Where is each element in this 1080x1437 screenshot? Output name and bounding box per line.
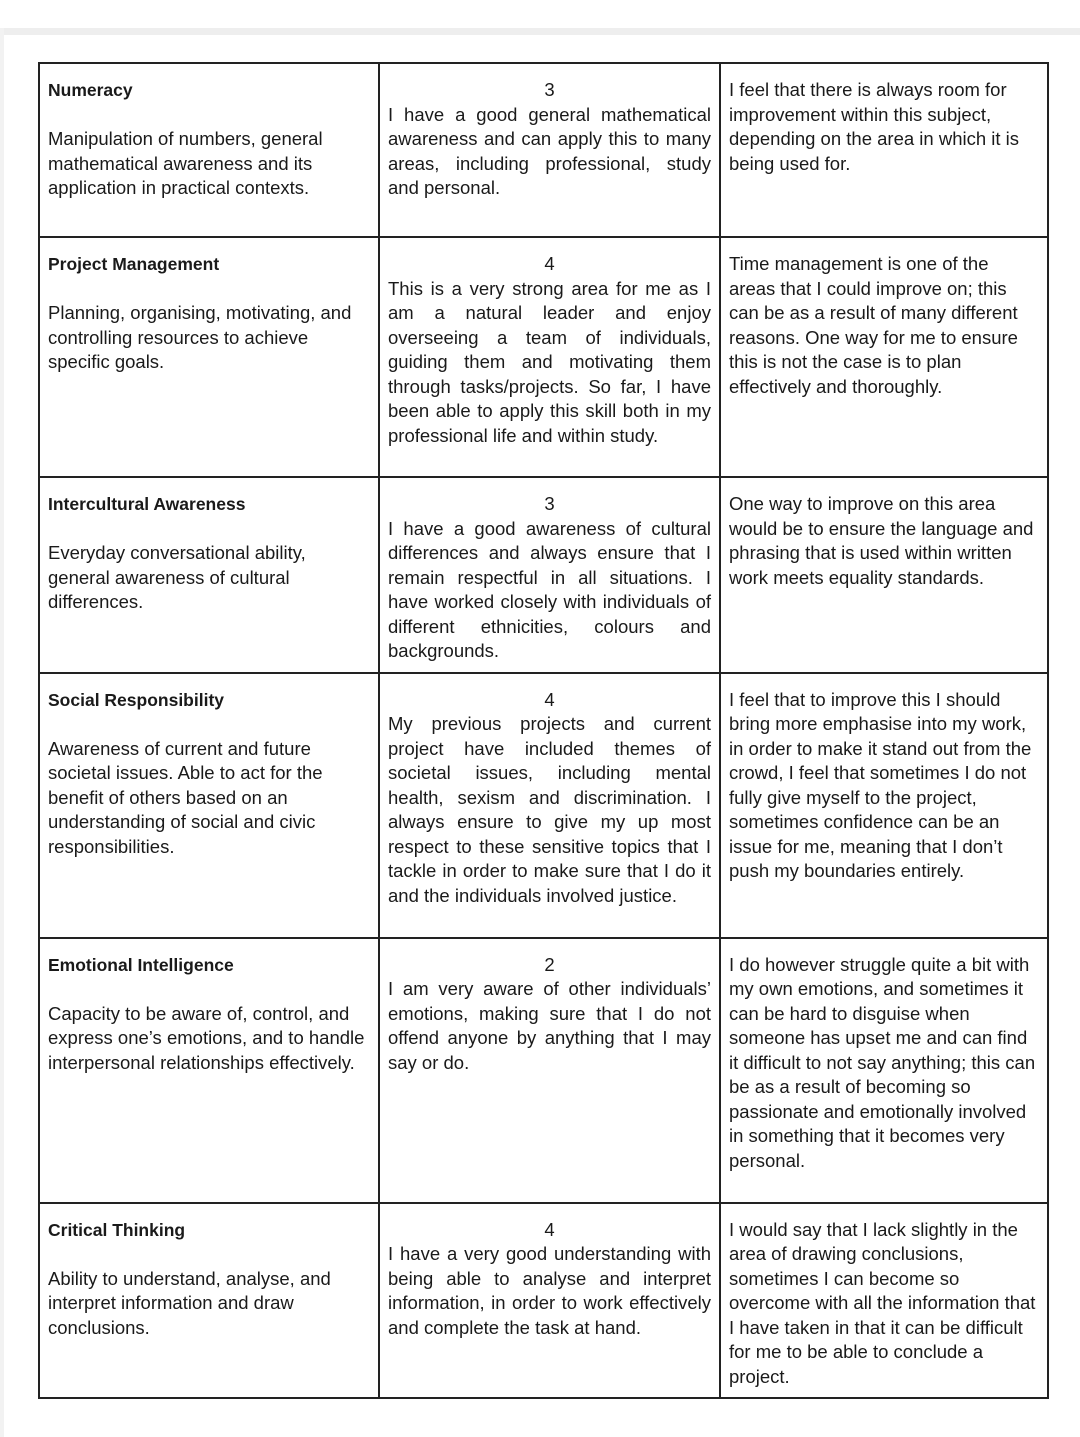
- improvement-text: One way to improve on this area would be to ensure the language and phrasing that is used within written work meets equality standards.: [729, 493, 1034, 588]
- skill-cell: [39, 673, 379, 938]
- skill-rating: 4: [544, 253, 555, 274]
- improvement-text: I do however struggle quite a bit with my own emotions, and sometimes it can be hard to disguise when someone has upset me and can find it difficult to not say anything; this can be as a result of becoming so passionate and emotionally involved in something that it becomes very personal.: [729, 953, 1036, 1171]
- evidence-cell: [379, 1203, 720, 1399]
- skill-name: Emotional Intelligence: [48, 954, 234, 975]
- improvement-text: I feel that to improve this I should bring more emphasise into my work, in order to make it stand out from the crowd, I feel that sometimes I do not fully give myself to the project, sometimes confidence can be an issue for me, meaning that I don’t push my boundaries entirely.: [729, 688, 1032, 881]
- skill-description: Capacity to be aware of, control, and express one’s emotions, and to handle interpersonal relationships effectively.: [48, 1002, 365, 1073]
- skill-cell: [39, 63, 379, 237]
- skill-rating: 2: [544, 953, 555, 975]
- top-band: [0, 0, 1080, 35]
- skill-cell: [39, 1203, 379, 1399]
- improvement-cell: [720, 1203, 1048, 1399]
- evidence-cell: [379, 938, 720, 1203]
- improvement-cell: [720, 477, 1048, 673]
- skill-rating: 4: [544, 688, 555, 710]
- evidence-text: This is a very strong area for me as I am a natural leader and enjoy overseeing a team of individuals, guiding them and motivating them through tasks/projects. So far, I have been able to apply this skill both in my professional life and within study.: [388, 277, 711, 446]
- evidence-text: I have a good awareness of cultural differences and always ensure that I remain respectful in all situations. I have worked closely with individuals of different ethnicities, colours and backgrounds.: [388, 517, 711, 661]
- evidence-text: I have a very good understanding with being able to analyse and interpret information, in order to work effectively and complete the task at hand.: [388, 1243, 711, 1338]
- table-row: [39, 477, 1048, 673]
- skill-name: Project Management: [48, 254, 220, 274]
- skill-cell: [39, 237, 379, 477]
- skill-description: Manipulation of numbers, general mathematical awareness and its application in practical contexts.: [48, 128, 323, 198]
- skill-name: Intercultural Awareness: [48, 494, 246, 514]
- improvement-text: I would say that I lack slightly in the area of drawing conclusions, sometimes I can become so overcome with all the information that I have taken in that it can be difficult for me to be able to conclude a project.: [729, 1218, 1036, 1387]
- table-row: [39, 1203, 1048, 1399]
- evidence-cell: [379, 477, 720, 673]
- skill-cell: [39, 477, 379, 673]
- table-row: [39, 938, 1048, 1203]
- evidence-cell: [379, 673, 720, 938]
- table-row: [39, 63, 1048, 237]
- skill-rating: 3: [544, 79, 555, 100]
- skill-description: Everyday conversational ability, general awareness of cultural differences.: [48, 542, 306, 612]
- evidence-cell: [379, 237, 720, 477]
- skill-rating: 3: [544, 493, 555, 514]
- evidence-text: My previous projects and current project have included themes of societal issues, including mental health, sexism and discrimination. I always ensure to give my up most respect to these sensitive topics that I tackle in order to make sure that I do it and the individuals involved justice.: [388, 713, 711, 906]
- skill-name: Numeracy: [48, 80, 133, 100]
- evidence-text: I am very aware of other individuals’ emotions, making sure that I do not offend anyone by anything that I may say or do.: [388, 978, 711, 1073]
- skill-description: Ability to understand, analyse, and interpret information and draw conclusions.: [48, 1267, 331, 1338]
- evidence-cell: [379, 63, 720, 237]
- skill-description: Awareness of current and future societal issues. Able to act for the benefit of others based on an understanding of social and civic responsibilities.: [48, 737, 323, 857]
- improvement-cell: [720, 673, 1048, 938]
- skill-description: Planning, organising, motivating, and controlling resources to achieve specific goals.: [48, 302, 352, 372]
- improvement-text: Time management is one of the areas that I could improve on; this can be as a result of many different reasons. One way for me to ensure this is not the case is to plan effectively and thoroughly.: [729, 253, 1018, 397]
- improvement-text: I feel that there is always room for improvement within this subject, depending on the area in which it is being used for.: [729, 79, 1020, 174]
- improvement-cell: [720, 237, 1048, 477]
- left-edge: [0, 28, 4, 1437]
- evidence-text: I have a good general mathematical awareness and can apply this to many areas, including professional, study and personal.: [388, 103, 711, 198]
- table-row: [39, 237, 1048, 477]
- skill-name: Social Responsibility: [48, 689, 225, 710]
- skill-cell: [39, 938, 379, 1203]
- table-row: [39, 673, 1048, 938]
- skills-table: [38, 62, 1049, 1399]
- improvement-cell: [720, 63, 1048, 237]
- skill-rating: 4: [544, 1218, 555, 1240]
- improvement-cell: [720, 938, 1048, 1203]
- skill-name: Critical Thinking: [48, 1219, 186, 1240]
